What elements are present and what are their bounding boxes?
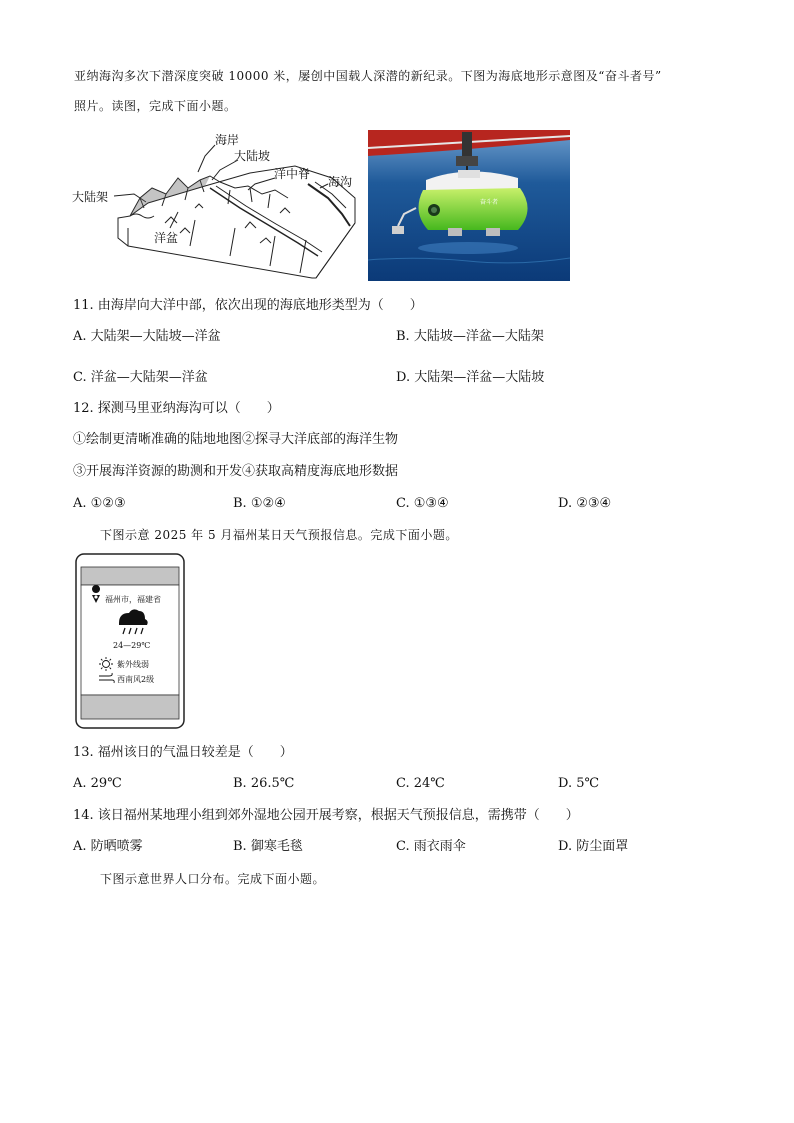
intro-population: 下图示意世界人口分布。完成下面小题。 xyxy=(100,872,326,886)
label-mid-ocean-ridge: 洋中脊 xyxy=(274,167,311,181)
q14-option-c[interactable]: C. 雨衣雨伞 xyxy=(396,839,466,854)
weather-wind: 西南风2级 xyxy=(117,675,155,684)
weather-temperature: 24—29℃ xyxy=(113,641,151,650)
label-trench: 海沟 xyxy=(328,175,353,189)
seafloor-diagram xyxy=(70,128,362,280)
q13-stem: 13. 福州该日的气温日较差是（ ） xyxy=(73,745,293,760)
q13-option-b[interactable]: B. 26.5℃ xyxy=(233,776,295,791)
phone-weather-forecast xyxy=(75,553,185,729)
label-ocean-basin: 洋盆 xyxy=(154,231,179,245)
q11-option-a[interactable]: A. 大陆架—大陆坡—洋盆 xyxy=(73,329,221,344)
q13-option-c[interactable]: C. 24℃ xyxy=(396,776,445,791)
q11-option-b[interactable]: B. 大陆坡—洋盆—大陆架 xyxy=(396,329,544,344)
label-continental-shelf: 大陆架 xyxy=(72,190,109,204)
q11-option-d[interactable]: D. 大陆架—洋盆—大陆坡 xyxy=(396,370,545,385)
q12-item-line-2: ③开展海洋资源的勘测和开发④获取高精度海底地形数据 xyxy=(73,464,399,479)
q11-stem: 11. 由海岸向大洋中部，依次出现的海底地形类型为（ ） xyxy=(73,298,423,313)
q12-option-b[interactable]: B. ①②④ xyxy=(233,496,286,511)
q12-option-c[interactable]: C. ①③④ xyxy=(396,496,449,511)
q12-stem: 12. 探测马里亚纳海沟可以（ ） xyxy=(73,401,280,416)
q14-option-a[interactable]: A. 防晒喷雾 xyxy=(73,839,143,854)
q14-option-d[interactable]: D. 防尘面罩 xyxy=(558,839,629,854)
q12-option-a[interactable]: A. ①②③ xyxy=(73,496,126,511)
intro-weather: 下图示意 2025 年 5 月福州某日天气预报信息。完成下面小题。 xyxy=(100,528,458,542)
q13-option-d[interactable]: D. 5℃ xyxy=(558,776,600,791)
q13-option-a[interactable]: A. 29℃ xyxy=(73,776,122,791)
weather-location: 福州市，福建省 xyxy=(105,595,161,604)
intro-line-2: 照片。读图，完成下面小题。 xyxy=(74,99,237,113)
q12-item-line-1: ①绘制更清晰准确的陆地地图②探寻大洋底部的海洋生物 xyxy=(73,432,399,447)
q11-option-c[interactable]: C. 洋盆—大陆架—洋盆 xyxy=(73,370,208,385)
svg-text:奋斗者: 奋斗者 xyxy=(480,199,499,206)
q12-option-d[interactable]: D. ②③④ xyxy=(558,496,612,511)
weather-uv: 紫外线弱 xyxy=(117,660,149,669)
q14-option-b[interactable]: B. 御寒毛毯 xyxy=(233,839,303,854)
intro-line-1: 亚纳海沟多次下潜深度突破 10000 米，屡创中国载人深潜的新纪录。下图为海底地形示意图及“奋斗者号” xyxy=(74,69,662,83)
label-continental-slope: 大陆坡 xyxy=(234,149,271,163)
label-coast: 海岸 xyxy=(215,133,240,147)
submersible-photo xyxy=(368,130,570,281)
q14-stem: 14. 该日福州某地理小组到郊外湿地公园开展考察，根据天气预报信息，需携带（ ） xyxy=(73,808,579,823)
